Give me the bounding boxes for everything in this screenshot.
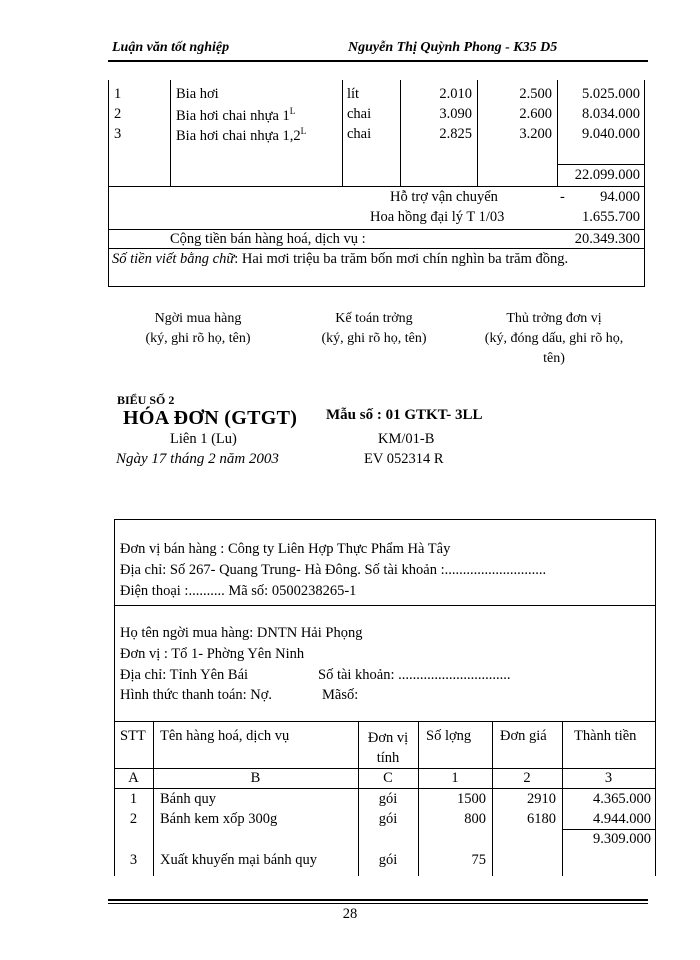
invoice-title: HÓA ĐƠN (GTGT) <box>123 407 298 429</box>
item-unit: gói <box>378 811 398 827</box>
item-unit: gói <box>378 791 398 807</box>
seller-address: Địa chỉ: Số 267- Quang Trung- Hà Đông. Số tài khoản :............................ <box>120 562 547 578</box>
item-qty: 800 <box>464 811 486 827</box>
signature-director: Thủ trởng đơn vị (ký, đóng dấu, ghi rõ họ, tên) <box>484 311 624 366</box>
row-name: Bia hơi <box>176 86 219 102</box>
code-qty: 1 <box>451 770 459 786</box>
item-stt: 2 <box>129 811 138 827</box>
item-name: Bánh kem xốp 300g <box>160 811 278 827</box>
row-price: 3.200 <box>519 126 552 142</box>
item-name: Bánh quy <box>160 791 216 807</box>
transport-value: 94.000 <box>600 189 640 205</box>
code-price: 2 <box>523 770 531 786</box>
transport-sign: - <box>560 189 565 205</box>
seller-unit: Đơn vị bán hàng : Công ty Liên Hợp Thực Phẩm Hà Tây <box>120 541 451 557</box>
item-price: 2910 <box>527 791 556 807</box>
payment-method: Hình thức thanh toán: Nợ. <box>120 687 273 703</box>
row-stt: 2 <box>114 106 122 122</box>
commission-label: Hoa hồng đại lý T 1/03 <box>370 209 505 225</box>
row-amount: 5.025.000 <box>582 86 640 102</box>
total-label: Cộng tiền bán hàng hoá, dịch vụ : <box>170 231 366 247</box>
row-qty: 3.090 <box>439 106 472 122</box>
total-value: 20.349.300 <box>574 231 640 247</box>
item-amount: 4.365.000 <box>593 791 651 807</box>
item-stt: 3 <box>129 852 138 868</box>
buyer-account: Số tài khoản: ............................... <box>318 667 511 683</box>
item-unit: gói <box>378 852 398 868</box>
buyer-tax-code: Mãsố: <box>322 687 359 703</box>
buyer-unit: Đơn vị : Tổ 1- Phờng Yên Ninh <box>120 646 305 662</box>
row-qty: 2.010 <box>439 86 472 102</box>
row-name: Bia hơi chai nhựa $1,2^L$ <box>176 126 307 144</box>
items-subtotal: 9.309.000 <box>593 831 651 847</box>
row-unit: chai <box>347 106 372 122</box>
buyer-address: Địa chỉ: Tỉnh Yên Bái <box>120 667 249 683</box>
code-stt: A <box>128 770 139 786</box>
signature-buyer: Ngời mua hàng (ký, ghi rõ họ, tên) <box>145 311 251 346</box>
transport-label: Hỗ trợ vận chuyển <box>390 189 498 205</box>
col-header-qty: Số lợng <box>426 728 472 744</box>
item-qty: 1500 <box>457 791 486 807</box>
col-header-price: Đơn giá <box>500 728 547 744</box>
col-header-unit: Đơn vị tính <box>367 730 409 766</box>
invoice-date: Ngày 17 tháng 2 năm 2003 <box>116 451 279 467</box>
form-label: BIỂU SỐ 2 <box>117 393 175 407</box>
row-price: 2.500 <box>519 86 552 102</box>
row-qty: 2.825 <box>439 126 472 142</box>
row-unit: lít <box>347 86 360 102</box>
code-unit: C <box>383 770 393 786</box>
code-amount: 3 <box>604 770 613 786</box>
item-stt: 1 <box>129 791 138 807</box>
item-price: 6180 <box>527 811 556 827</box>
row-stt: 3 <box>114 126 122 142</box>
row-unit: chai <box>347 126 372 142</box>
footer-rule-bottom <box>108 903 648 904</box>
item-qty: 75 <box>471 852 486 868</box>
form-number: Mẫu số : 01 GTKT- 3LL <box>326 407 483 423</box>
row-stt: 1 <box>114 86 122 102</box>
subtotal-value: 22.099.000 <box>574 167 640 183</box>
seller-phone: Điện thoại :.......... Mã số: 0500238265-1 <box>120 583 357 599</box>
footer-rule-top <box>108 899 648 901</box>
col-header-amount: Thành tiền <box>574 728 637 744</box>
row-name: Bia hơi chai nhựa $1^L$ <box>176 106 296 124</box>
header-rule <box>108 60 648 62</box>
header-right: Nguyễn Thị Quỳnh Phong - K35 D5 <box>348 40 558 55</box>
code-name: B <box>250 770 261 786</box>
header-left: Luận văn tốt nghiệp <box>112 40 230 55</box>
invoice-symbol: KM/01-B <box>378 431 435 447</box>
signature-accountant: Kế toán trởng (ký, ghi rõ họ, tên) <box>321 311 427 346</box>
row-price: 2.600 <box>519 106 552 122</box>
row-amount: 8.034.000 <box>582 106 640 122</box>
col-header-stt: STT <box>120 728 146 744</box>
commission-value: 1.655.700 <box>582 209 640 225</box>
invoice-serial: EV 052314 R <box>364 451 444 467</box>
item-name: Xuất khuyến mại bánh quy <box>160 852 318 868</box>
item-amount: 4.944.000 <box>593 811 651 827</box>
col-header-name: Tên hàng hoá, dịch vụ <box>160 728 290 744</box>
amount-in-words: Số tiền viết bằng chữ: Hai mơi triệu ba trăm bốn mơi chín nghìn ba trăm đồng. <box>112 251 569 267</box>
page-number: 28 <box>342 906 358 922</box>
invoice-copy: Liên 1 (Lu) <box>170 431 237 447</box>
buyer-name: Họ tên ngời mua hàng: DNTN Hải Phọng <box>120 625 363 641</box>
row-amount: 9.040.000 <box>582 126 640 142</box>
